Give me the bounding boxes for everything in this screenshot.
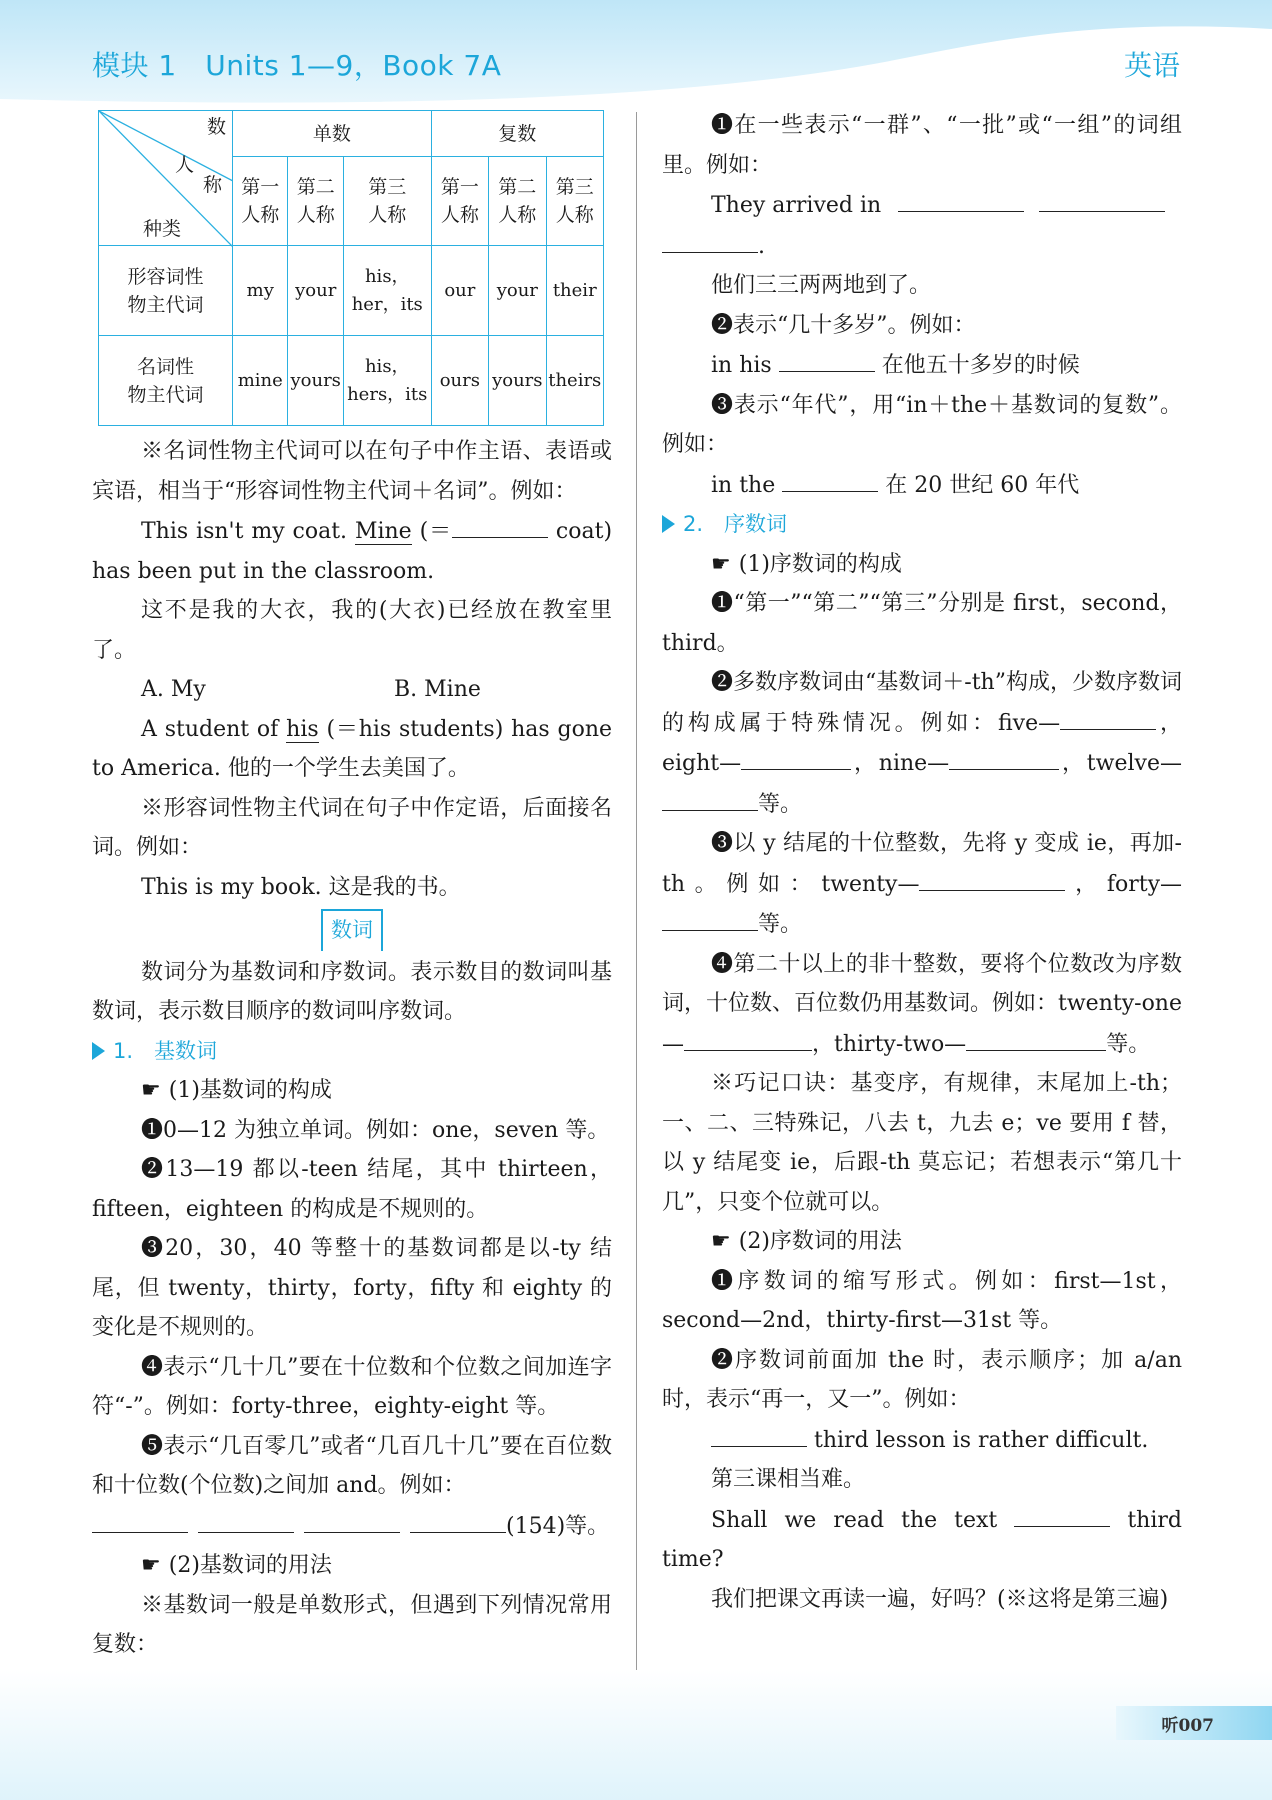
example-sentence: in the 在 20 世纪 60 年代 [662, 465, 1182, 506]
paragraph: 数词分为基数词和序数词。表示数目的数词叫基数词，表示数目顺序的数词叫序数词。 [92, 959, 612, 1024]
answer-blank[interactable] [410, 1506, 506, 1533]
translation: 他们三三两两地到了。 [711, 273, 932, 298]
table-diagonal-header [99, 111, 233, 246]
table-cell: our [431, 246, 488, 336]
bullet-item: ❶“第一”“第二”“第三”分别是 first，second，third。 [662, 591, 1182, 656]
sub-heading: ☛ (2)序数词的用法 [662, 1222, 1182, 1262]
subsection-heading: 1. 基数词 [92, 1032, 612, 1072]
answer-blank[interactable] [1014, 1500, 1110, 1527]
hand-pointer-icon: ☛ [141, 1078, 161, 1103]
answer-blank[interactable] [919, 864, 1065, 891]
answer-blank[interactable] [779, 345, 875, 372]
bullet-item: ❹表示“几十几”要在十位数和个位数之间加连字符“-”。例如：forty-three，eighty-eight 等。 [92, 1354, 612, 1419]
diag-label-person-1: 人 [175, 154, 195, 176]
diag-label-number: 数 [207, 116, 227, 138]
possessive-pronoun-table [98, 110, 604, 426]
table-cell: yours [288, 336, 343, 426]
table-cell: my [233, 246, 288, 336]
option-a[interactable]: A. My [141, 677, 206, 702]
answer-blank[interactable] [198, 1506, 294, 1533]
bullet-item: ❷多数序数词由“基数词＋-th”构成，少数序数词的构成属于特殊情况。例如：five— ，eight— ，nine— ，twelve—等。 [662, 670, 1182, 817]
example-sentence: This isn't my coat. Mine (＝ coat) has been put in the classroom. [92, 511, 612, 591]
bullet-item: ❷序数词前面加 the 时，表示顺序；加 a/an 时，表示“再一，又一”。例如： [662, 1347, 1182, 1412]
paragraph: ※形容词性物主代词在句子中作定语，后面接名词。例如： [92, 795, 612, 860]
translation: 第三课相当难。 [711, 1467, 866, 1492]
answer-blank[interactable] [662, 784, 758, 811]
sub-heading: ☛ (1)序数词的构成 [662, 545, 1182, 585]
subsection-heading: 2. 序数词 [662, 505, 1182, 545]
table-cell: theirs [546, 336, 603, 426]
answer-blank[interactable] [662, 226, 758, 253]
table-row [99, 336, 604, 426]
table-cell: ours [431, 336, 488, 426]
header-second-person-s: 第二 人称 [288, 157, 343, 246]
options [92, 670, 612, 710]
table-row [99, 246, 604, 336]
answer-blank[interactable] [711, 1420, 807, 1447]
example-sentence: This is my book. 这是我的书。 [141, 874, 461, 900]
bullet-item: ❸表示“年代”，用“in＋the＋基数词的复数”。例如： [662, 392, 1182, 457]
example-sentence: They arrived in [662, 185, 1182, 226]
answer-blank[interactable] [92, 1506, 188, 1533]
answer-blank[interactable] [304, 1506, 400, 1533]
table-cell: your [489, 246, 546, 336]
page-number: 听007 [1161, 1716, 1214, 1736]
hand-pointer-icon: ☛ [141, 1553, 161, 1578]
table-cell: his， her，its [343, 246, 431, 336]
example-sentence: A student of his (＝his students) has gone to America. 他的一个学生去美国了。 [92, 716, 613, 781]
diag-label-kind: 种类 [143, 218, 182, 240]
bullet-item: ❶在一些表示“一群”、“一批”或“一组”的词组里。例如： [662, 113, 1182, 178]
header-plural: 复数 [431, 111, 603, 157]
table-cell: his， hers，its [343, 336, 431, 426]
bullet-item: ❺表示“几百零几”或者“几百几十几”要在百位数和十位数(个位数)之间加 and。例如： [92, 1433, 612, 1498]
table-cell: your [288, 246, 343, 336]
answer-blank[interactable] [741, 743, 851, 770]
answer-blank[interactable] [898, 185, 1024, 212]
translation: 我们把课文再读一遍，好吗？(※这将是第三遍) [711, 1586, 1169, 1612]
left-column [92, 100, 612, 1665]
column-divider [636, 112, 637, 1688]
bullet-item: ❷13—19 都以-teen 结尾，其中 thirteen，fifteen，eighteen 的构成是不规则的。 [92, 1157, 612, 1222]
table-cell: mine [233, 336, 288, 426]
header-third-person-p: 第三 人称 [546, 157, 603, 246]
header-singular: 单数 [233, 111, 432, 157]
table-cell: yours [489, 336, 546, 426]
bullet-item: ❶序数词的缩写形式。例如：first—1st，second—2nd，thirty-first—31st 等。 [662, 1268, 1182, 1333]
diag-label-person-2: 称 [203, 174, 223, 196]
row-label-noun: 名词性 物主代词 [99, 336, 233, 426]
header-title: 模块 1 Units 1—9，Book 7A [92, 49, 502, 82]
option-b[interactable]: B. Mine [394, 677, 481, 702]
paragraph: ※名词性物主代词可以在句子中作主语、表语或宾语，相当于“形容词性物主代词＋名词”。例如： [92, 439, 612, 504]
row-label-adjective: 形容词性 物主代词 [99, 246, 233, 336]
hand-pointer-icon: ☛ [711, 551, 731, 577]
answer-blank[interactable] [684, 1024, 812, 1051]
answer-blank[interactable] [949, 743, 1059, 770]
section-heading: 数词 [92, 909, 612, 951]
sub-heading: ☛ (1)基数词的构成 [92, 1071, 612, 1111]
header-third-person-s: 第三 人称 [343, 157, 431, 246]
header-first-person-s: 第一 人称 [233, 157, 288, 246]
example-sentence: Shall we read the text third time? [662, 1500, 1182, 1580]
answer-blank[interactable] [662, 904, 758, 931]
blank-line: . [662, 226, 1182, 267]
mnemonic-tip: ※巧记口诀：基变序，有规律，末尾加上-th；一、二、三特殊记，八去 t，九去 e；ve 要用 f 替，以 y 结尾变 ie，后跟-th 莫忘记；若想表示“第几十几”，只变个位就可以。 [662, 1071, 1182, 1215]
bullet-item: ❶0—12 为独立单词。例如：one，seven 等。 [141, 1117, 610, 1143]
answer-blank[interactable] [966, 1024, 1106, 1051]
blank-line: (154)等。 [92, 1506, 612, 1547]
bullet-item: ❷表示“几十多岁”。例如： [711, 312, 976, 338]
bullet-item: ❸以 y 结尾的十位整数，先将 y 变成 ie，再加-th。例如：twenty— ，forty—等。 [662, 831, 1182, 937]
table-cell: their [546, 246, 603, 336]
example-sentence: in his 在他五十多岁的时候 [662, 345, 1182, 386]
header-subject: 英语 [1123, 49, 1180, 82]
hand-pointer-icon: ☛ [711, 1229, 731, 1254]
paragraph: ※基数词一般是单数形式，但遇到下列情况常用复数： [92, 1592, 612, 1657]
answer-blank[interactable] [1039, 185, 1165, 212]
bullet-item: ❸20，30，40 等整十的基数词都是以-ty 结尾，但 twenty，thirty，forty，fifty 和 eighty 的变化是不规则的。 [92, 1236, 612, 1340]
answer-blank[interactable] [1060, 703, 1156, 730]
header-first-person-p: 第一 人称 [431, 157, 488, 246]
bullet-item: ❹第二十以上的非十整数，要将个位数改为序数词，十位数、百位数仍用基数词。例如：twenty-one— ，thirty-two— 等。 [662, 951, 1182, 1057]
sub-heading: ☛ (2)基数词的用法 [92, 1546, 612, 1586]
footer-band [0, 1670, 1272, 1800]
example-sentence: third lesson is rather difficult. [662, 1420, 1182, 1461]
answer-blank[interactable] [782, 465, 878, 492]
header-second-person-p: 第二 人称 [489, 157, 546, 246]
answer-blank[interactable] [452, 511, 548, 538]
right-column [662, 106, 1182, 1619]
paragraph: 这不是我的大衣，我的(大衣)已经放在教室里了。 [92, 598, 612, 663]
